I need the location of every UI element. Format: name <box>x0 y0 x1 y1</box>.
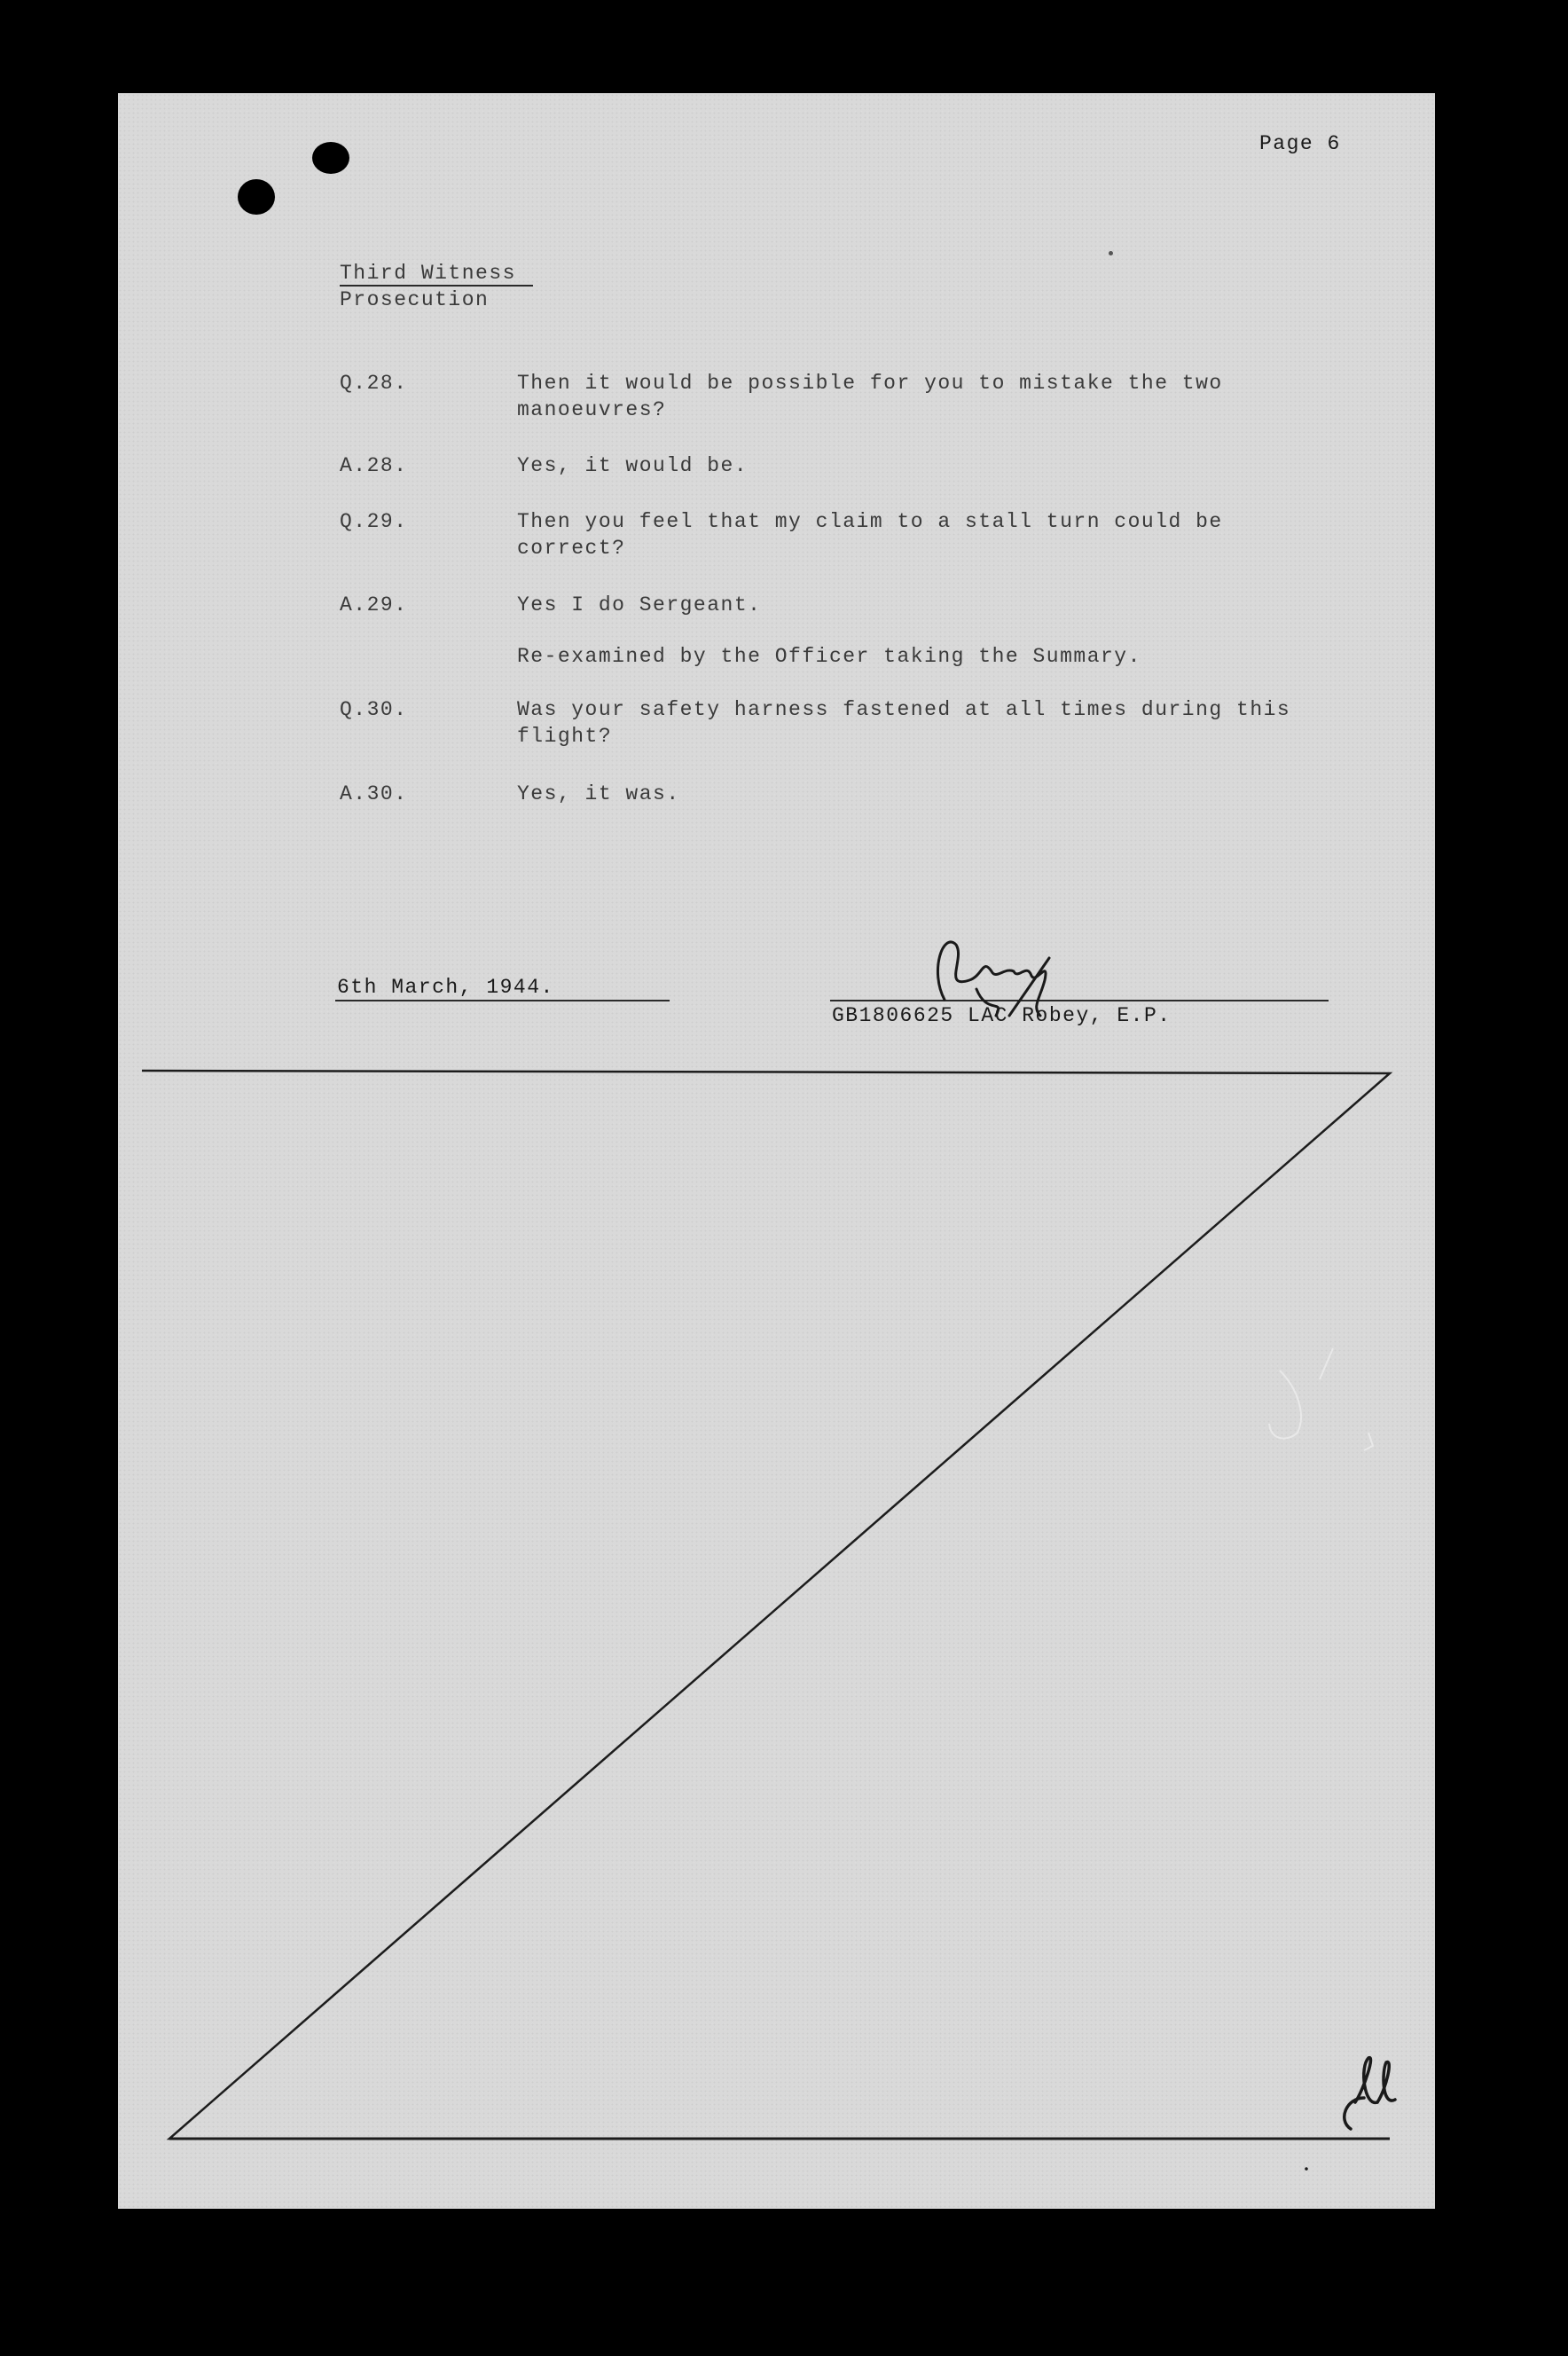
signature-mark <box>937 942 1049 1016</box>
cancellation-triangle <box>118 93 1435 2209</box>
entry-line: Then it would be possible for you to mistake the two <box>517 372 1223 395</box>
initials-mark <box>1306 2058 1395 2169</box>
entry-line: Re-examined by the Officer taking the Summary. <box>517 645 1141 668</box>
faint-scribble <box>1269 1348 1373 1450</box>
entry-line: Yes, it would be. <box>517 454 749 477</box>
entry-number: A.28. <box>340 454 408 477</box>
entry-line: manoeuvres? <box>517 398 667 421</box>
cancellation-lines <box>142 1071 1390 2139</box>
date-line: 6th March, 1944. <box>337 976 554 999</box>
witness-heading: Third Witness <box>340 262 516 285</box>
signatory-name: GB1806625 LAC Robey, E.P. <box>832 1004 1172 1027</box>
entry-number: Q.28. <box>340 372 408 395</box>
paper-speck <box>1109 251 1113 255</box>
entry-line: Yes I do Sergeant. <box>517 593 762 616</box>
entry-line: flight? <box>517 725 613 748</box>
document-page <box>118 93 1435 2209</box>
entry-line: Was your safety harness fastened at all times during this <box>517 698 1291 721</box>
page-number: Page 6 <box>1259 132 1341 155</box>
side-heading: Prosecution <box>340 288 490 311</box>
entry-number: Q.30. <box>340 698 408 721</box>
entry-line: Then you feel that my claim to a stall turn could be <box>517 510 1223 533</box>
entry-line: correct? <box>517 537 626 560</box>
entry-number: A.29. <box>340 593 408 616</box>
entry-line: Yes, it was. <box>517 782 680 805</box>
entry-number: Q.29. <box>340 510 408 533</box>
entry-number: A.30. <box>340 782 408 805</box>
